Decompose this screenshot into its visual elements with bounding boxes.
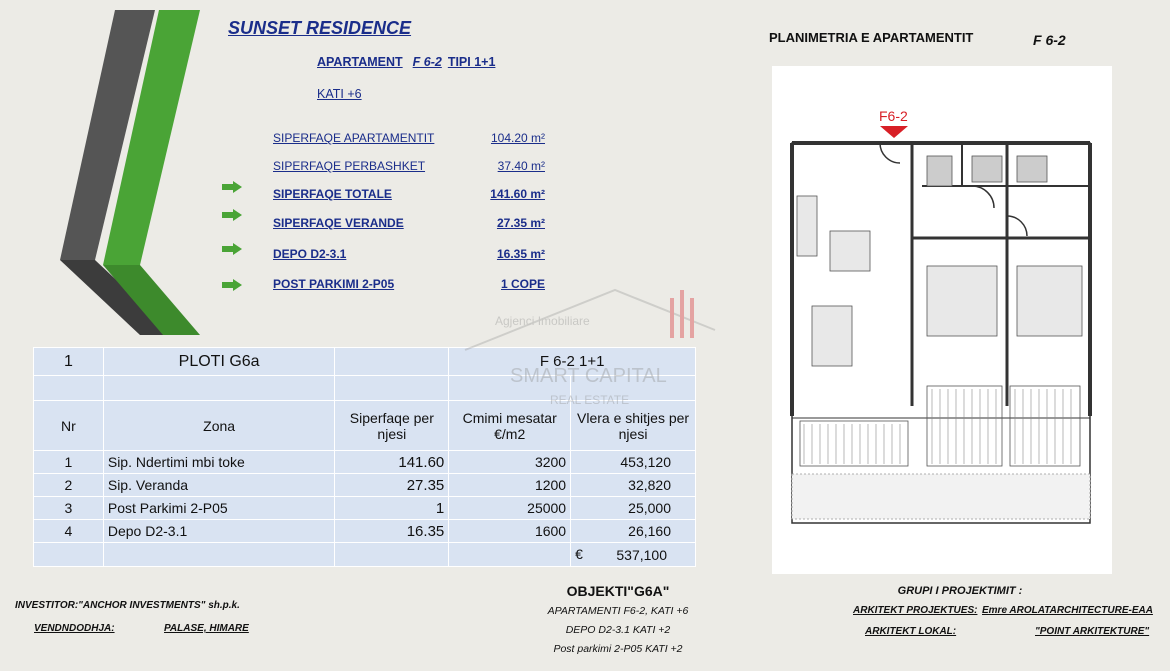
plot-label: PLOTI G6a	[103, 348, 335, 376]
table-header-row	[34, 401, 696, 451]
apartment-code: F 6-2	[412, 55, 442, 69]
terrace-area	[792, 474, 1090, 519]
column-header: Cmimi mesatar €/m2	[449, 401, 571, 451]
watermark-line3: REAL ESTATE	[550, 393, 630, 407]
cell-zone: Sip. Ndertimi mbi toke	[103, 451, 335, 474]
unit-label: F 6-2 1+1	[449, 348, 696, 376]
table-row	[34, 520, 696, 543]
spec-label: DEPO D2-3.1	[273, 247, 347, 261]
total-cell	[571, 543, 696, 567]
table-row	[34, 474, 696, 497]
architect-value: Emre AROLATARCHITECTURE-EAA	[982, 605, 1153, 616]
spec-row	[273, 216, 545, 230]
watermark-line2: SMART CAPITAL	[510, 365, 667, 387]
spec-label: POST PARKIMI 2-P05	[273, 277, 395, 291]
floor-label: KATI +6	[317, 87, 362, 101]
spec-value: 37.40 m²	[497, 159, 545, 173]
total-value: 537,100	[616, 546, 667, 563]
plan-title: PLANIMETRIA E APARTAMENTIT	[769, 30, 974, 45]
spec-value: 27.35 m²	[496, 216, 545, 230]
apartment-label: APARTAMENT	[317, 55, 403, 69]
object-line: Post parkimi 2-P05 KATI +2	[553, 643, 683, 655]
table-title-row	[34, 348, 696, 376]
object-line: APARTAMENTI F6-2, KATI +6	[547, 605, 689, 617]
cell-nr: 1	[34, 451, 104, 474]
spec-label: SIPERFAQE APARTAMENTIT	[273, 131, 435, 145]
currency-symbol: €	[575, 546, 583, 562]
cell-value: 26,160	[571, 520, 696, 543]
arrow-right-icon	[222, 209, 242, 221]
floor-plan	[772, 66, 1112, 574]
cell-price: 1200	[449, 474, 571, 497]
project-title: SUNSET RESIDENCE	[228, 18, 412, 38]
column-header: Vlera e shitjes per njesi	[571, 401, 696, 451]
cell-zone: Sip. Veranda	[103, 474, 335, 497]
spec-label: SIPERFAQE TOTALE	[273, 187, 392, 201]
spec-value: 104.20 m²	[490, 131, 545, 145]
object-line: DEPO D2-3.1 KATI +2	[565, 624, 671, 636]
investor-label: INVESTITOR:"ANCHOR INVESTMENTS" sh.p.k.	[15, 600, 240, 611]
apartment-type: TIPI 1+1	[447, 55, 496, 69]
cell-value: 25,000	[571, 497, 696, 520]
column-header: Siperfaqe per njesi	[335, 401, 449, 451]
cell-price: 1600	[449, 520, 571, 543]
railing-hatching	[804, 389, 1071, 464]
table-index: 1	[34, 348, 104, 376]
spec-row	[273, 187, 545, 201]
arrow-right-icon	[222, 279, 242, 291]
cell-value: 453,120	[571, 451, 696, 474]
cell-zone: Post Parkimi 2-P05	[103, 497, 335, 520]
object-title: OBJEKTI"G6A"	[566, 583, 670, 599]
unit-marker-arrow	[880, 126, 908, 138]
unit-marker-label: F6-2	[879, 108, 908, 124]
cell-area: 1	[335, 497, 449, 520]
column-header: Zona	[103, 401, 335, 451]
architect-label: ARKITEKT PROJEKTUES:	[853, 605, 978, 616]
floor-plan-drawing	[772, 66, 1112, 574]
cell-price: 3200	[449, 451, 571, 474]
table-spacer-row	[34, 376, 696, 401]
spec-value: 141.60 m²	[490, 187, 545, 201]
arrow-right-icon	[222, 243, 242, 255]
cell-zone: Depo D2-3.1	[103, 520, 335, 543]
column-header: Nr	[34, 401, 104, 451]
local-architect-label: ARKITEKT LOKAL:	[865, 626, 957, 637]
design-group-title: GRUPI I PROJEKTIMIT :	[897, 585, 1023, 597]
spec-value: 1 COPE	[500, 277, 545, 291]
spec-label: SIPERFAQE PERBASHKET	[273, 159, 426, 173]
apartment-line	[317, 55, 495, 69]
watermark-line1: Agjenci Imobiliare	[495, 314, 590, 328]
local-architect-value: "POINT ARKITEKTURE"	[1035, 626, 1150, 637]
decorative-stripes	[55, 10, 205, 340]
spec-row	[273, 159, 545, 173]
cell-area: 141.60	[335, 451, 449, 474]
table-row	[34, 497, 696, 520]
arrow-right-icon	[222, 181, 242, 193]
spec-row	[273, 277, 545, 291]
spec-value: 16.35 m²	[496, 247, 545, 261]
cell-nr: 2	[34, 474, 104, 497]
pricing-table	[33, 347, 696, 567]
location-value: PALASE, HIMARE	[164, 623, 249, 634]
table-row	[34, 451, 696, 474]
cell-area: 16.35	[335, 520, 449, 543]
cell-area: 27.35	[335, 474, 449, 497]
spec-row	[273, 131, 545, 145]
cell-nr: 3	[34, 497, 104, 520]
cell-nr: 4	[34, 520, 104, 543]
cell-price: 25000	[449, 497, 571, 520]
spec-label: SIPERFAQE VERANDE	[273, 216, 404, 230]
table-total-row	[34, 543, 696, 567]
plan-code: F 6-2	[1033, 32, 1066, 48]
spec-row	[273, 247, 545, 261]
cell-value: 32,820	[571, 474, 696, 497]
location-label: VENDNDODHJA:	[34, 623, 115, 634]
